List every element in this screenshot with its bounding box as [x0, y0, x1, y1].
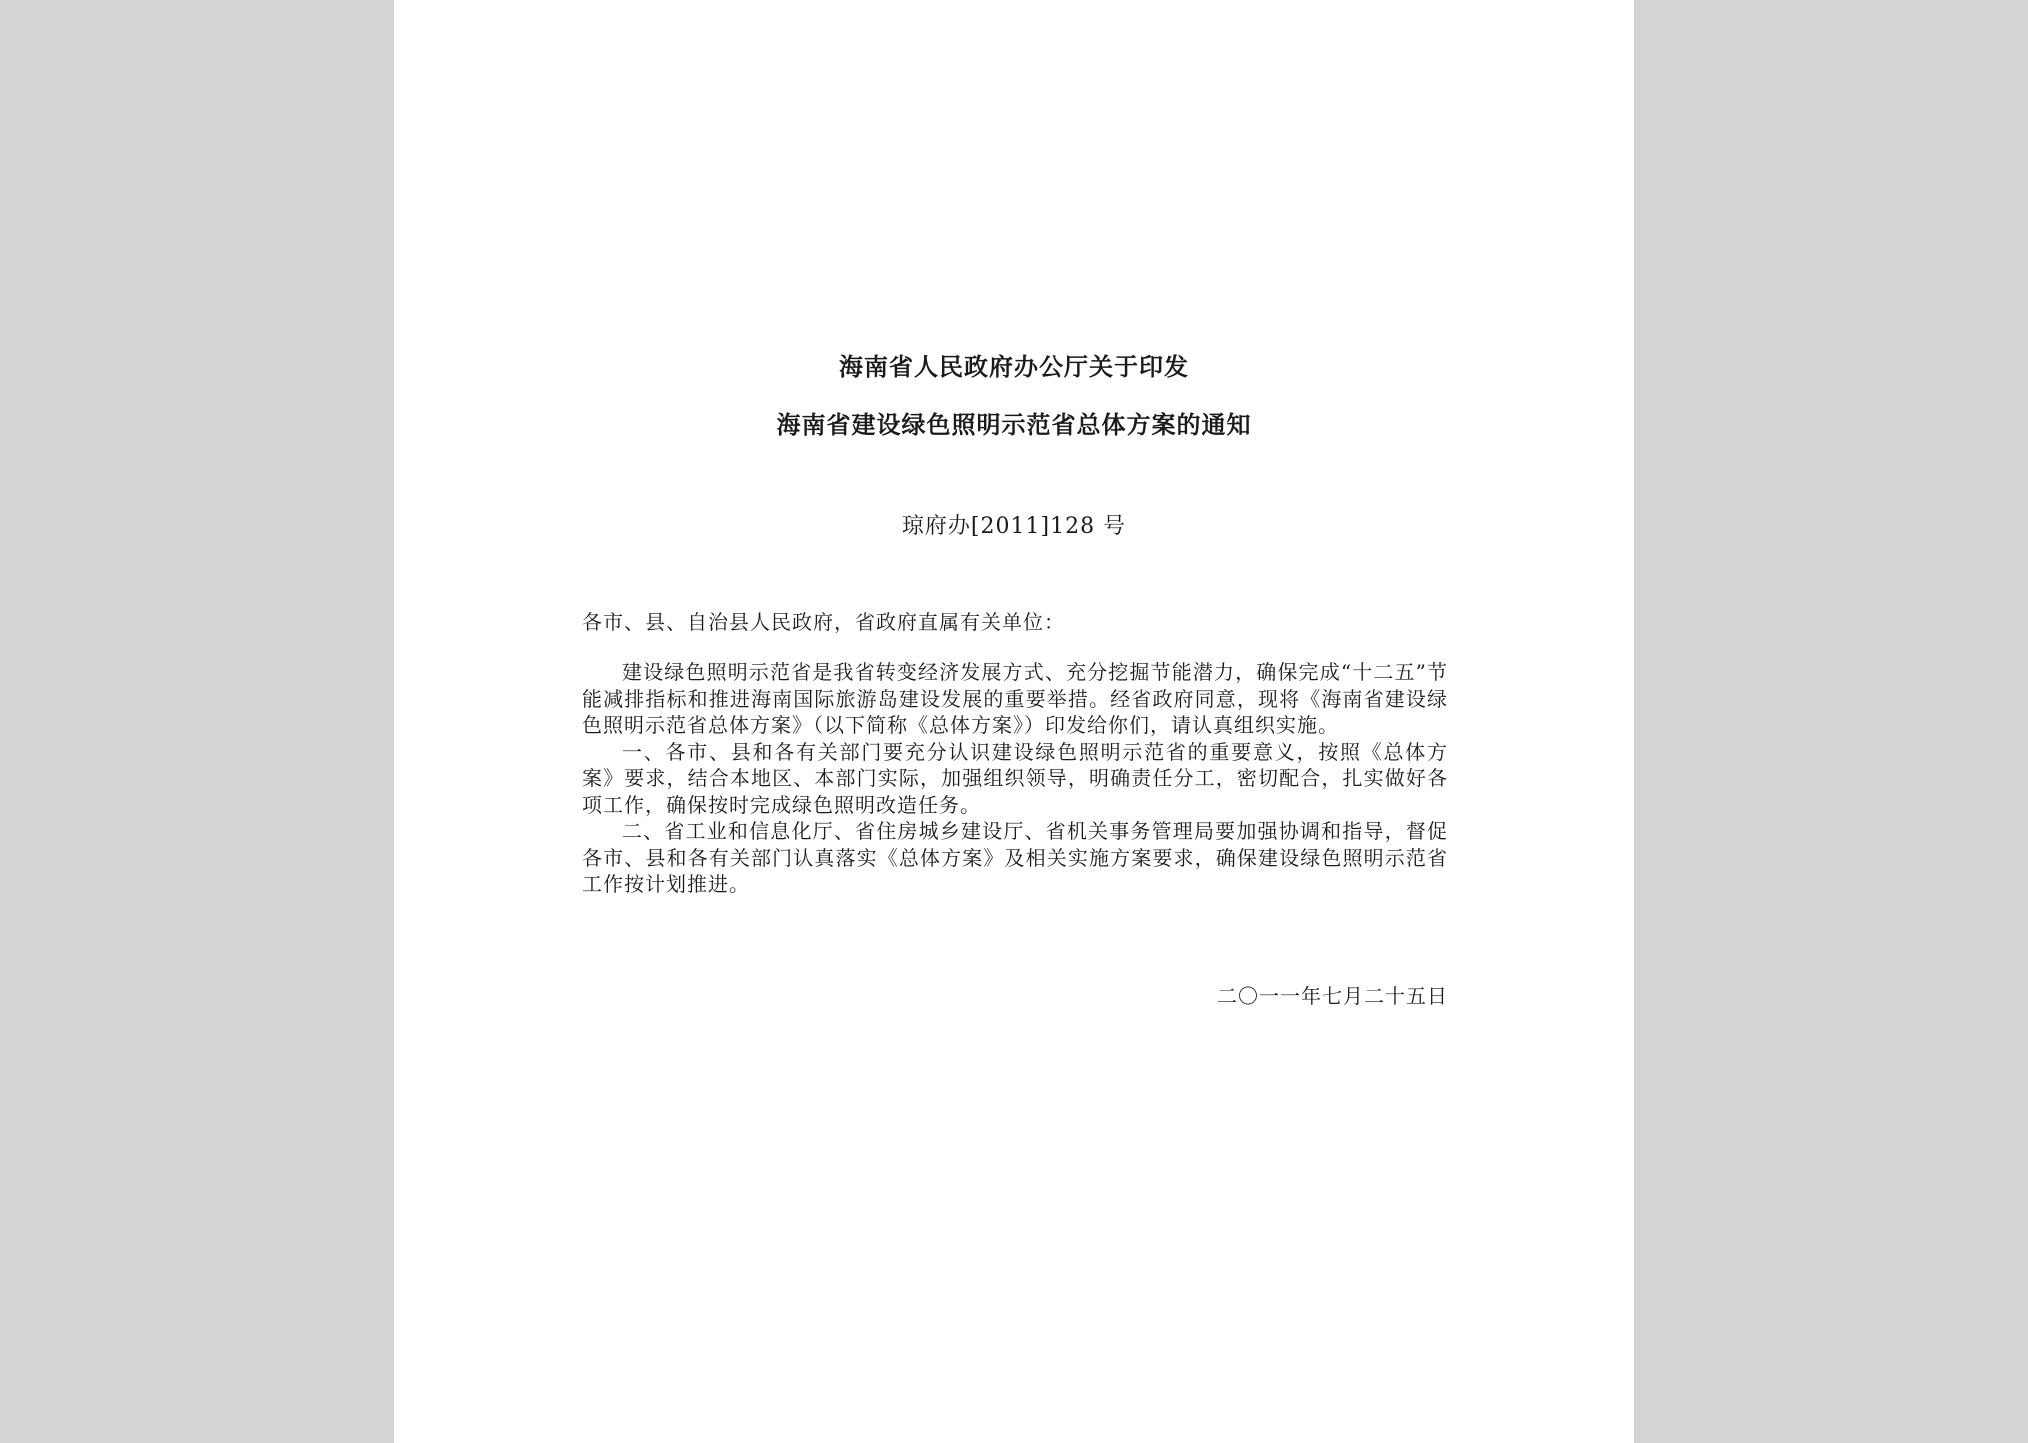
paragraph-two: 二、省工业和信息化厅、省住房城乡建设厅、省机关事务管理局要加强协调和指导，督促各市、县和各有关部门认真落实《总体方案》及相关实施方案要求，确保建设绿色照明示范省工作按计划推进。 — [582, 819, 1448, 896]
salutation: 各市、县、自治县人民政府，省政府直属有关单位： — [582, 610, 1065, 634]
document-page — [394, 0, 1634, 1443]
document-body — [582, 659, 1448, 898]
document-date: 二〇一一年七月二十五日 — [1217, 984, 1448, 1008]
document-title-line-1: 海南省人民政府办公厅关于印发 — [839, 352, 1189, 381]
document-title-line-2: 海南省建设绿色照明示范省总体方案的通知 — [776, 410, 1252, 439]
paragraph-one: 一、各市、县和各有关部门要充分认识建设绿色照明示范省的重要意义，按照《总体方案》要求，结合本地区、本部门实际，加强组织领导，明确责任分工，密切配合，扎实做好各项工作，确保按时完成绿色照明改造任务。 — [582, 739, 1448, 817]
paragraph-intro: 建设绿色照明示范省是我省转变经济发展方式、充分挖掘节能潜力，确保完成“十二五”节能减排指标和推进海南国际旅游岛建设发展的重要举措。经省政府同意，现将《海南省建设绿色照明示范省总体方案》（以下简称《总体方案》）印发给你们，请认真组织实施。 — [582, 660, 1448, 737]
document-number: 琼府办[2011]128 号 — [901, 514, 1127, 539]
